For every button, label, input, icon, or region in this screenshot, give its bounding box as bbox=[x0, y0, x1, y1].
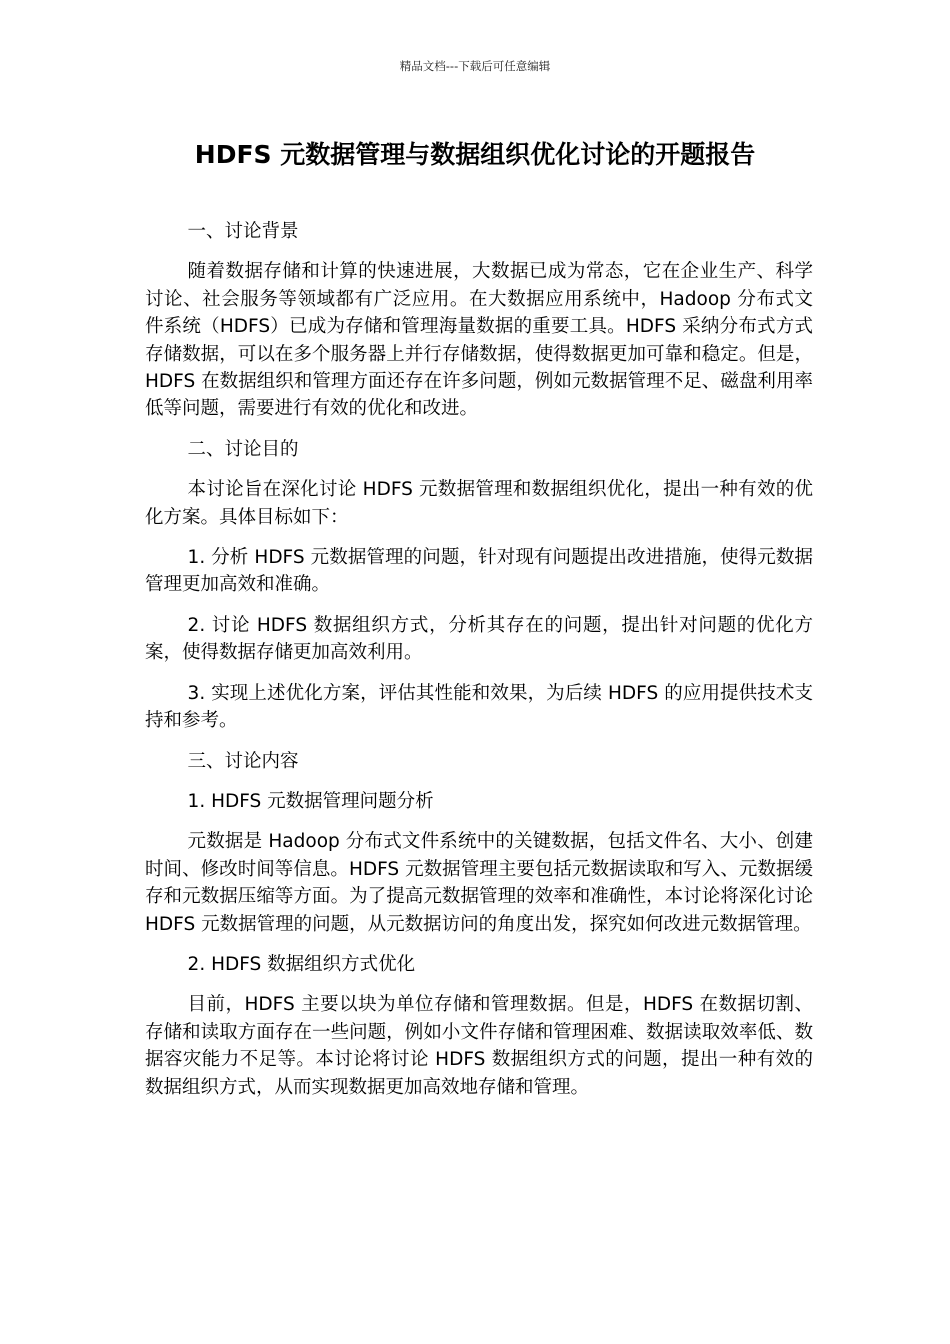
purpose-paragraph: 本讨论旨在深化讨论 HDFS 元数据管理和数据组织优化，提出一种有效的优化方案。具体目标如下： bbox=[145, 479, 813, 528]
purpose-item-1: 1. 分析 HDFS 元数据管理的问题，针对现有问题提出改进措施，使得元数据管理更加高效和准确。 bbox=[145, 547, 813, 596]
document-body bbox=[145, 218, 813, 1114]
section-heading-background: 一、讨论背景 bbox=[187, 221, 299, 242]
background-paragraph: 随着数据存储和计算的快速进展，大数据已成为常态，它在企业生产、科学讨论、社会服务等领域都有广泛应用。在大数据应用系统中，Hadoop 分布式文件系统（HDFS）已成为存储和管理海量数据的重要工具。HDFS 采纳分布式方式存储数据，可以在多个服务器上并行存储数据，使得数据更加可靠和稳定。但是，HDFS 在数据组织和管理方面还存在许多问题，例如元数据管理不足、磁盘利用率低等问题，需要进行有效的优化和改进。 bbox=[145, 261, 813, 420]
organization-paragraph: 目前，HDFS 主要以块为单位存储和管理数据。但是，HDFS 在数据切割、存储和读取方面存在一些问题，例如小文件存储和管理困难、数据读取效率低、数据容灾能力不足等。本讨论将讨论 HDFS 数据组织方式的问题，提出一种有效的数据组织方式，从而实现数据更加高效地存储和管理。 bbox=[145, 994, 813, 1098]
subsection-heading-metadata: 1. HDFS 元数据管理问题分析 bbox=[187, 790, 434, 812]
metadata-paragraph: 元数据是 Hadoop 分布式文件系统中的关键数据，包括文件名、大小、创建时间、修改时间等信息。HDFS 元数据管理主要包括元数据读取和写入、元数据缓存和元数据压缩等方面。为了提高元数据管理的效率和准确性，本讨论将深化讨论 HDFS 元数据管理的问题，从元数据访问的角度出发，探究如何改进元数据管理。 bbox=[145, 831, 813, 935]
document-title: HDFS 元数据管理与数据组织优化讨论的开题报告 bbox=[194, 140, 756, 169]
purpose-item-3: 3. 实现上述优化方案，评估其性能和效果，为后续 HDFS 的应用提供技术支持和参考。 bbox=[145, 682, 813, 732]
section-heading-content: 三、讨论内容 bbox=[187, 750, 299, 772]
purpose-item-2: 2. 讨论 HDFS 数据组织方式，分析其存在的问题，提出针对问题的优化方案，使得数据存储更加高效利用。 bbox=[145, 614, 813, 664]
header-note: 精品文档---下载后可任意编辑 bbox=[399, 59, 551, 73]
section-heading-purpose: 二、讨论目的 bbox=[187, 438, 299, 460]
subsection-heading-organization: 2. HDFS 数据组织方式优化 bbox=[187, 953, 416, 975]
